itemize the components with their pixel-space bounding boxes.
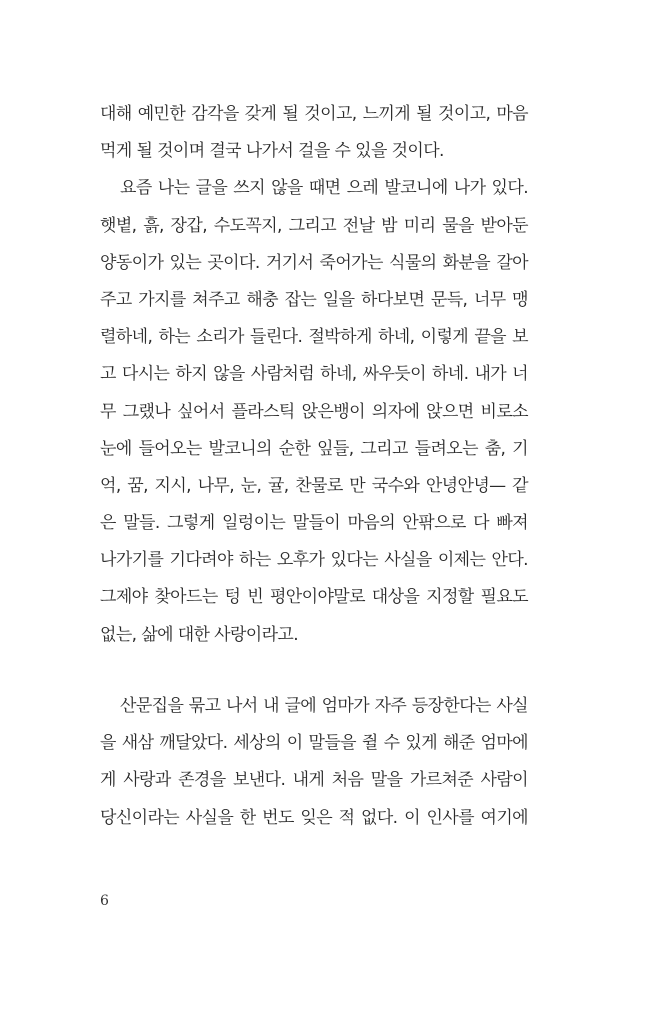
text-line: 게 사랑과 존경을 보낸다. 내게 처음 말을 가르쳐준 사람이	[100, 770, 528, 791]
text-line: 렬하네, 하는 소리가 들린다. 절박하게 하네, 이렇게 끝을 보	[100, 327, 528, 348]
body-text-section-1	[100, 96, 528, 654]
text-line: 을 새삼 깨달았다. 세상의 이 말들을 쥘 수 있게 해준 엄마에	[100, 733, 528, 754]
text-line: 없는, 삶에 대한 사랑이라고.	[100, 624, 299, 645]
text-line: 무 그랬나 싶어서 플라스틱 앉은뱅이 의자에 앉으면 비로소	[100, 401, 528, 422]
text-line: 햇볕, 흙, 장갑, 수도꼭지, 그리고 전날 밤 미리 물을 받아둔	[100, 215, 528, 236]
text-line: 양동이가 있는 곳이다. 거기서 죽어가는 식물의 화분을 갈아	[100, 252, 528, 273]
text-line: 억, 꿈, 지시, 나무, 눈, 귤, 찬물로 만 국수와 안녕안녕— 같	[100, 475, 528, 496]
text-line: 고 다시는 하지 않을 사람처럼 하네, 싸우듯이 하네. 내가 너	[100, 364, 528, 385]
text-line: 대해 예민한 감각을 갖게 될 것이고, 느끼게 될 것이고, 마음	[100, 104, 528, 124]
text-line: 먹게 될 것이며 결국 나가서 걸을 수 있을 것이다.	[100, 141, 444, 162]
text-line: 당신이라는 사실을 한 번도 잊은 적 없다. 이 인사를 여기에	[100, 807, 528, 828]
body-text-section-2	[100, 688, 528, 837]
text-line: 은 말들. 그렇게 일렁이는 말들이 마음의 안팎으로 다 빠져	[100, 513, 528, 534]
text-line: 나가기를 기다려야 하는 오후가 있다는 사실을 이제는 안다.	[100, 550, 528, 571]
text-line: 산문집을 묶고 나서 내 글에 엄마가 자주 등장한다는 사실	[120, 696, 528, 716]
text-line: 주고 가지를 쳐주고 해충 잡는 일을 하다보면 문득, 너무 맹	[100, 289, 528, 310]
text-line: 요즘 나는 글을 쓰지 않을 때면 으레 발코니에 나가 있다.	[120, 178, 528, 199]
text-line: 눈에 들어오는 발코니의 순한 잎들, 그리고 들려오는 춤, 기	[100, 438, 528, 459]
page-number: 6	[100, 893, 109, 909]
text-line: 그제야 찾아드는 텅 빈 평안이야말로 대상을 지정할 필요도	[100, 587, 528, 608]
